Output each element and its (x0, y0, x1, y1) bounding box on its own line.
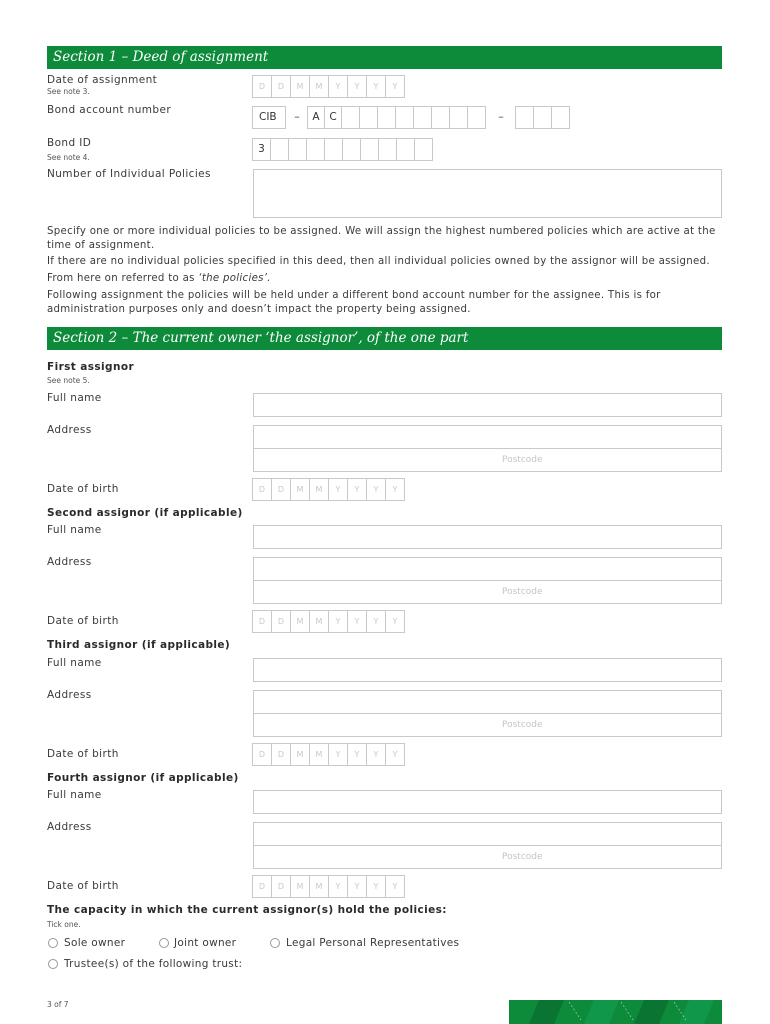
fourth-assignor-address-line-2[interactable] (253, 845, 722, 869)
bond-id-cell[interactable] (414, 138, 433, 161)
date-cell[interactable]: M (290, 75, 310, 98)
postcode-placeholder: Postcode (502, 852, 543, 862)
date-cell[interactable]: M (309, 75, 329, 98)
address-label: Address (47, 424, 92, 436)
date-cell[interactable]: Y (347, 610, 367, 633)
dob-label: Date of birth (47, 748, 119, 760)
bond-account-cell[interactable] (515, 106, 534, 129)
date-cell[interactable]: Y (385, 743, 405, 766)
date-cell[interactable]: Y (347, 75, 367, 98)
bond-account-field[interactable] (253, 106, 570, 129)
date-of-assignment-field[interactable] (253, 75, 405, 98)
date-of-assignment-note: See note 3. (47, 87, 90, 96)
date-cell[interactable]: Y (328, 743, 348, 766)
date-cell[interactable]: M (290, 743, 310, 766)
date-cell[interactable]: Y (385, 875, 405, 898)
third-assignor-dob-field[interactable] (253, 743, 405, 766)
date-cell[interactable]: D (252, 743, 272, 766)
postcode-placeholder: Postcode (502, 720, 543, 730)
date-cell[interactable]: D (271, 478, 291, 501)
bond-account-cell[interactable]: A (307, 106, 325, 129)
sole-owner-radio[interactable] (48, 938, 58, 948)
joint-owner-label: Joint owner (174, 937, 237, 949)
dob-label: Date of birth (47, 483, 119, 495)
date-cell[interactable]: Y (366, 875, 386, 898)
brand-logo-strip (509, 1000, 722, 1024)
policies-paragraph-2: If there are no individual policies specified in this deed, then all individual policies owned by the assignor will be assigned. (47, 256, 710, 267)
date-cell[interactable]: Y (366, 75, 386, 98)
bond-account-cell[interactable] (413, 106, 432, 129)
dob-label: Date of birth (47, 880, 119, 892)
trustee-radio[interactable] (48, 959, 58, 969)
page-number: 3 of 7 (47, 1000, 69, 1009)
bond-id-cell[interactable]: 3 (252, 138, 271, 161)
brand-pattern-icon (509, 1000, 722, 1024)
bond-account-cell[interactable]: C (324, 106, 342, 129)
joint-owner-radio[interactable] (159, 938, 169, 948)
third-assignor-heading: Third assignor (if applicable) (47, 639, 231, 651)
bond-account-cell[interactable] (341, 106, 360, 129)
para3-italic: ‘the policies’. (198, 273, 271, 284)
para3-text: From here on referred to as (47, 273, 199, 284)
third-assignor-full-name-input[interactable] (253, 658, 722, 682)
bond-id-label: Bond ID (47, 137, 92, 149)
full-name-label: Full name (47, 657, 102, 669)
bond-id-note: See note 4. (47, 153, 90, 162)
date-cell[interactable]: Y (328, 875, 348, 898)
date-cell[interactable]: Y (328, 75, 348, 98)
date-cell[interactable]: Y (366, 610, 386, 633)
second-assignor-address-line-1[interactable] (253, 557, 722, 581)
second-assignor-dob-field[interactable] (253, 610, 405, 633)
full-name-label: Full name (47, 789, 102, 801)
date-cell[interactable]: Y (347, 743, 367, 766)
date-cell[interactable]: Y (347, 875, 367, 898)
date-cell[interactable]: D (252, 478, 272, 501)
policies-paragraph-1: Specify one or more individual policies to be assigned. We will assign the highest numbered policies which are active at the time of assignment. (47, 226, 716, 251)
bond-account-cell[interactable] (449, 106, 468, 129)
bond-account-cell[interactable] (551, 106, 570, 129)
trustee-label: Trustee(s) of the following trust: (64, 958, 243, 970)
address-label: Address (47, 821, 92, 833)
bond-account-cell[interactable] (359, 106, 378, 129)
full-name-label: Full name (47, 524, 102, 536)
bond-id-cell[interactable] (342, 138, 361, 161)
bond-account-cell[interactable] (395, 106, 414, 129)
date-of-assignment-label: Date of assignment (47, 74, 158, 86)
policies-paragraph-4: Following assignment the policies will be held under a different bond account number for the assignee. This is for administration purposes only and doesn’t impact the property being assigned. (47, 290, 661, 315)
postcode-placeholder: Postcode (502, 587, 543, 597)
section-1-header: Section 1 – Deed of assignment (47, 46, 722, 69)
date-cell[interactable]: Y (385, 478, 405, 501)
capacity-note: Tick one. (47, 920, 81, 929)
bond-account-cell[interactable] (467, 106, 486, 129)
bond-account-cell[interactable] (533, 106, 552, 129)
bond-account-cell[interactable] (377, 106, 396, 129)
bond-account-prefix: CIB (252, 106, 286, 129)
bond-id-cell[interactable] (396, 138, 415, 161)
num-policies-input[interactable] (253, 169, 722, 218)
date-cell[interactable]: D (271, 743, 291, 766)
first-assignor-note: See note 5. (47, 376, 90, 385)
fourth-assignor-heading: Fourth assignor (if applicable) (47, 772, 239, 784)
bond-id-field[interactable] (253, 138, 433, 161)
postcode-placeholder: Postcode (502, 455, 543, 465)
date-cell[interactable]: M (290, 875, 310, 898)
date-cell[interactable]: D (271, 75, 291, 98)
second-assignor-heading: Second assignor (if applicable) (47, 507, 243, 519)
date-cell[interactable]: D (271, 610, 291, 633)
first-assignor-address-line-2[interactable] (253, 448, 722, 472)
date-cell[interactable]: Y (347, 478, 367, 501)
date-cell[interactable]: Y (366, 478, 386, 501)
date-cell[interactable]: D (252, 875, 272, 898)
date-cell[interactable]: Y (328, 478, 348, 501)
first-assignor-full-name-input[interactable] (253, 393, 722, 417)
capacity-heading: The capacity in which the current assignor(s) hold the policies: (47, 904, 447, 916)
bond-id-cell[interactable] (270, 138, 289, 161)
first-assignor-heading: First assignor (47, 361, 135, 373)
date-cell[interactable]: M (309, 610, 329, 633)
bond-id-cell[interactable] (360, 138, 379, 161)
dash-separator: – (294, 110, 300, 123)
second-assignor-address-line-2[interactable] (253, 580, 722, 604)
policies-paragraph-3 (47, 272, 722, 286)
date-cell[interactable]: M (309, 875, 329, 898)
date-cell[interactable]: Y (366, 743, 386, 766)
second-assignor-full-name-input[interactable] (253, 525, 722, 549)
date-cell[interactable]: M (290, 478, 310, 501)
fourth-assignor-full-name-input[interactable] (253, 790, 722, 814)
first-assignor-dob-field[interactable] (253, 478, 405, 501)
dob-label: Date of birth (47, 615, 119, 627)
dash-separator: – (498, 110, 504, 123)
third-assignor-address-line-2[interactable] (253, 713, 722, 737)
address-label: Address (47, 556, 92, 568)
bond-id-cell[interactable] (324, 138, 343, 161)
date-cell[interactable]: D (252, 75, 272, 98)
bond-id-cell[interactable] (288, 138, 307, 161)
section-2-header: Section 2 – The current owner ‘the assignor’, of the one part (47, 327, 722, 350)
date-cell[interactable]: M (290, 610, 310, 633)
fourth-assignor-dob-field[interactable] (253, 875, 405, 898)
date-cell[interactable]: Y (328, 610, 348, 633)
date-cell[interactable]: D (252, 610, 272, 633)
bond-account-cell[interactable] (431, 106, 450, 129)
legal-representatives-label: Legal Personal Representatives (286, 937, 460, 949)
num-policies-label: Number of Individual Policies (47, 168, 211, 180)
third-assignor-address-line-1[interactable] (253, 690, 722, 714)
date-cell[interactable]: Y (385, 75, 405, 98)
bond-id-cell[interactable] (306, 138, 325, 161)
date-cell[interactable]: M (309, 743, 329, 766)
date-cell[interactable]: Y (385, 610, 405, 633)
bond-id-cell[interactable] (378, 138, 397, 161)
date-cell[interactable]: M (309, 478, 329, 501)
fourth-assignor-address-line-1[interactable] (253, 822, 722, 846)
bond-account-label: Bond account number (47, 104, 172, 116)
full-name-label: Full name (47, 392, 102, 404)
first-assignor-address-line-1[interactable] (253, 425, 722, 449)
date-cell[interactable]: D (271, 875, 291, 898)
address-label: Address (47, 689, 92, 701)
legal-representatives-radio[interactable] (270, 938, 280, 948)
sole-owner-label: Sole owner (64, 937, 126, 949)
